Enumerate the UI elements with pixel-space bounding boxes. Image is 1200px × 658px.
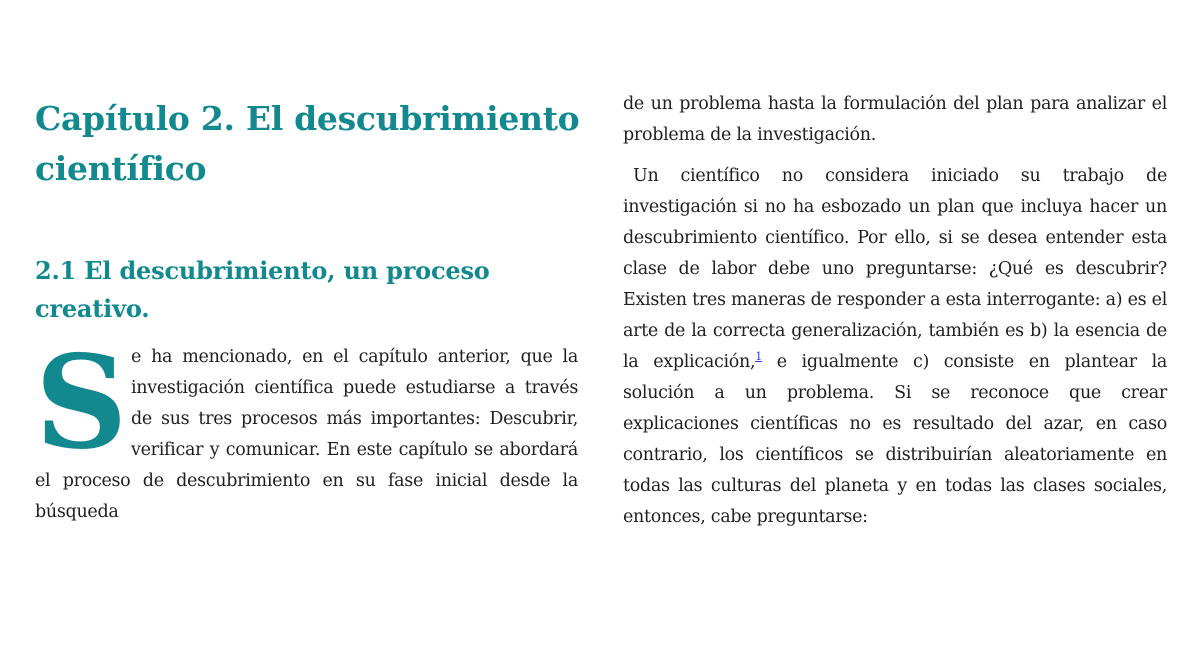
intro-paragraph [35,328,578,528]
paragraph-text-after-note: e igualmente c) consiste en plantear la solución a un problema. Si se reconoce que crear explicaciones científicas no es resultado del azar, en caso contrario, los científicos se distribuirían aleatoriamente en todas las culturas del planeta y en todas las clases sociales, entonces, cabe preguntarse: [623,352,1168,527]
paragraph-discovery [623,161,1167,533]
footnote-link[interactable]: 1 [755,350,762,364]
intro-text: e ha mencionado, en el capítulo anterior, que la investigación científica puede estudiarse a través de sus tres procesos más importantes: Descubrir, verificar y comunicar. En este capítulo se abordará el proceso de descubrimiento en su fase inicial desde la búsqueda [35,347,578,522]
drop-cap-letter: S [35,328,128,478]
section-title: 2.1 El descubrimiento, un proceso creativo. [35,256,490,323]
chapter-title: Capítulo 2. El descubrimiento científico [35,99,580,188]
paragraph-continuation: de un problema hasta la formulación del plan para analizar el problema de la investigación. [623,94,1167,145]
paragraph-text-before-note: Un científico no considera iniciado su trabajo de investigación si no ha esbozado un plan que incluya hacer un descubrimiento científico. Por ello, si se desea entender esta clase de labor debe uno preguntarse: ¿Qué es descubrir? Existen tres maneras de responder a esta interrogante: a) es el arte de la correcta generalización, también es b) la esencia de la explicación, [623,166,1167,372]
